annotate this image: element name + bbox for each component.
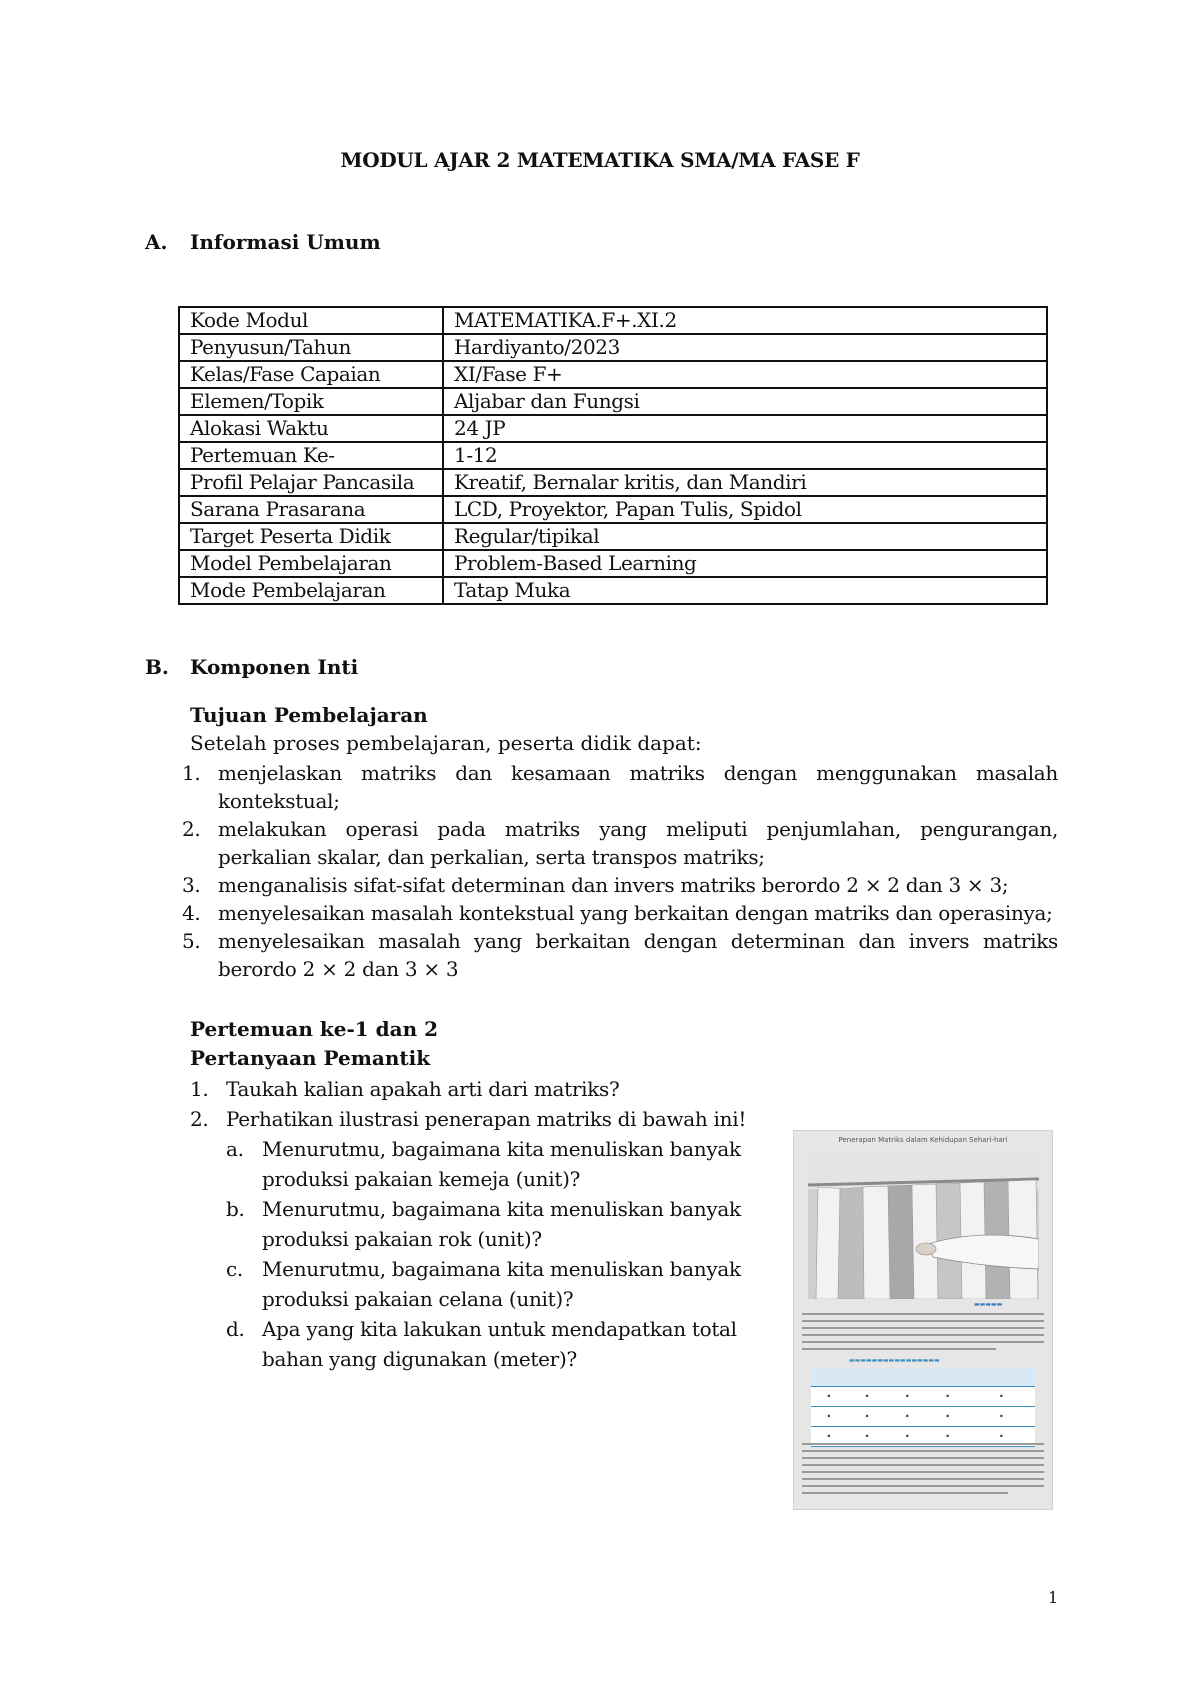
list-letter: d.	[226, 1317, 245, 1341]
table-value-cell: LCD, Proyektor, Papan Tulis, Spidol	[443, 496, 1047, 523]
list-text: menganalisis sifat-sifat determinan dan invers matriks berordo 2 × 2 dan 3 × 3;	[218, 873, 1009, 897]
table-row	[179, 496, 1047, 523]
table-key-cell: Kelas/Fase Capaian	[179, 361, 443, 388]
list-item	[226, 1314, 750, 1374]
table-key-cell: Sarana Prasarana	[179, 496, 443, 523]
figure-text-lines-bottom	[802, 1443, 1044, 1499]
table-row	[179, 388, 1047, 415]
table-value-cell: 24 JP	[443, 415, 1047, 442]
list-letter: a.	[226, 1137, 244, 1161]
table-value-cell: Problem-Based Learning	[443, 550, 1047, 577]
section-a-label: Informasi Umum	[190, 230, 381, 254]
table-key-cell: Mode Pembelajaran	[179, 577, 443, 604]
table-value-cell: 1-12	[443, 442, 1047, 469]
list-item	[226, 1194, 750, 1254]
table-key-cell: Pertemuan Ke-	[179, 442, 443, 469]
list-letter: b.	[226, 1197, 245, 1221]
list-text: Perhatikan ilustrasi penerapan matriks di bawah ini!	[226, 1107, 747, 1131]
list-text: menjelaskan matriks dan kesamaan matriks dengan menggunakan masalah kontekstual;	[218, 761, 1058, 813]
list-number: 5.	[182, 929, 201, 953]
list-item	[226, 1254, 750, 1314]
list-text: menyelesaikan masalah yang berkaitan dengan determinan dan invers matriks berordo 2 × 2 dan 3 × 3	[218, 929, 1058, 981]
table-row	[179, 334, 1047, 361]
table-row	[179, 523, 1047, 550]
list-number: 2.	[190, 1107, 209, 1131]
section-a-heading	[145, 230, 381, 254]
section-a-letter: A.	[145, 230, 168, 254]
info-table	[178, 306, 1048, 605]
pemantik-list	[190, 1074, 750, 1374]
section-b-heading	[145, 655, 358, 679]
list-number: 3.	[182, 873, 201, 897]
pertemuan-heading: Pertemuan ke-1 dan 2	[190, 1017, 439, 1041]
table-key-cell: Penyusun/Tahun	[179, 334, 443, 361]
list-text: melakukan operasi pada matriks yang meliputi penjumlahan, pengurangan, perkalian skalar, dan perkalian, serta transpos matriks;	[218, 817, 1058, 869]
table-value-cell: Aljabar dan Fungsi	[443, 388, 1047, 415]
tujuan-list	[182, 759, 1058, 983]
figure-title: Penerapan Matriks dalam Kehidupan Sehari-hari	[838, 1136, 1008, 1144]
table-key-cell: Kode Modul	[179, 307, 443, 334]
table-key-cell: Model Pembelajaran	[179, 550, 443, 577]
figure-caption-mark: ▬▬▬▬▬	[974, 1301, 1003, 1308]
table-key-cell: Elemen/Topik	[179, 388, 443, 415]
list-text: Menurutmu, bagaimana kita menuliskan banyak produksi pakaian rok (unit)?	[262, 1197, 741, 1251]
table-value-cell: Regular/tipikal	[443, 523, 1047, 550]
list-item	[182, 759, 1058, 815]
tujuan-heading: Tujuan Pembelajaran	[190, 703, 428, 727]
list-text: Menurutmu, bagaimana kita menuliskan banyak produksi pakaian celana (unit)?	[262, 1257, 741, 1311]
figure-table-title-mark: ▬▬▬▬▬▬▬▬▬▬▬▬▬▬▬▬	[849, 1357, 940, 1364]
table-key-cell: Target Peserta Didik	[179, 523, 443, 550]
list-item	[190, 1104, 750, 1374]
clothes-rack-photo-icon	[808, 1149, 1039, 1299]
tujuan-intro: Setelah proses pembelajaran, peserta didik dapat:	[190, 731, 702, 755]
table-row	[179, 415, 1047, 442]
table-key-cell: Alokasi Waktu	[179, 415, 443, 442]
table-value-cell: Hardiyanto/2023	[443, 334, 1047, 361]
page-number: 1	[1048, 1588, 1059, 1607]
list-number: 1.	[182, 761, 201, 785]
list-item	[190, 1074, 750, 1104]
figure-data-table: ▪ ▪ ▪ ▪ ▪ ▪ ▪ ▪ ▪ ▪ ▪ ▪ ▪ ▪ ▪	[811, 1368, 1035, 1447]
list-text: menyelesaikan masalah kontekstual yang berkaitan dengan matriks dan operasinya;	[218, 901, 1053, 925]
table-key-cell: Profil Pelajar Pancasila	[179, 469, 443, 496]
list-text: Taukah kalian apakah arti dari matriks?	[226, 1077, 620, 1101]
list-number: 1.	[190, 1077, 209, 1101]
table-row	[179, 442, 1047, 469]
list-number: 2.	[182, 817, 201, 841]
pemantik-heading: Pertanyaan Pemantik	[190, 1046, 431, 1070]
table-value-cell: Kreatif, Bernalar kritis, dan Mandiri	[443, 469, 1047, 496]
matrix-illustration-figure	[793, 1130, 1053, 1510]
list-item	[182, 927, 1058, 983]
table-value-cell: Tatap Muka	[443, 577, 1047, 604]
table-row	[179, 361, 1047, 388]
list-item	[182, 871, 1058, 899]
list-item	[226, 1134, 750, 1194]
section-b-letter: B.	[145, 655, 169, 679]
list-number: 4.	[182, 901, 201, 925]
section-b-label: Komponen Inti	[190, 655, 359, 679]
pemantik-sublist	[226, 1134, 750, 1374]
list-text: Apa yang kita lakukan untuk mendapatkan total bahan yang digunakan (meter)?	[262, 1317, 737, 1371]
table-row	[179, 550, 1047, 577]
table-row	[179, 307, 1047, 334]
figure-text-lines	[802, 1313, 1044, 1355]
table-value-cell: MATEMATIKA.F+.XI.2	[443, 307, 1047, 334]
list-item	[182, 815, 1058, 871]
table-row	[179, 469, 1047, 496]
list-letter: c.	[226, 1257, 243, 1281]
list-text: Menurutmu, bagaimana kita menuliskan banyak produksi pakaian kemeja (unit)?	[262, 1137, 741, 1191]
table-value-cell: XI/Fase F+	[443, 361, 1047, 388]
table-row	[179, 577, 1047, 604]
document-title: MODUL AJAR 2 MATEMATIKA SMA/MA FASE F	[340, 148, 860, 172]
list-item	[182, 899, 1058, 927]
